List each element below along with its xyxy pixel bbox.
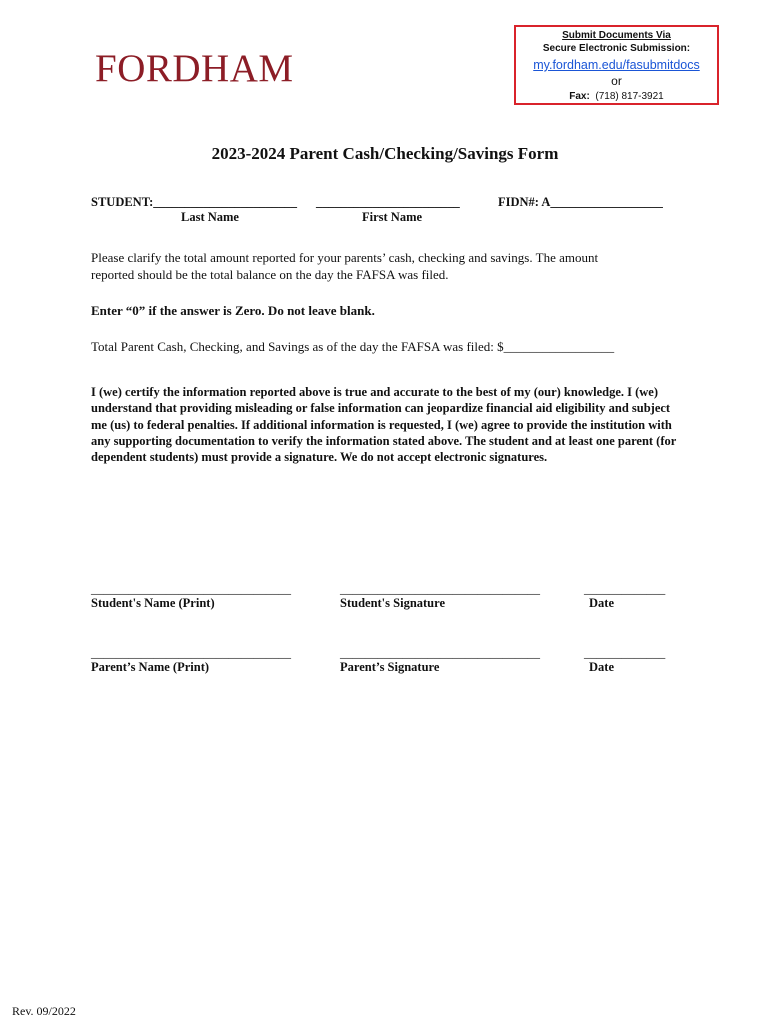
parent-name-line[interactable]: ________________________________	[91, 646, 291, 660]
total-cash-field[interactable]: Total Parent Cash, Checking, and Savings as of the day the FAFSA was filed: $_________________	[91, 339, 615, 354]
clarify-line-2: reported should be the total balance on the day the FAFSA was filed.	[91, 267, 449, 282]
student-date-line[interactable]: _____________	[584, 582, 666, 596]
student-name-caption: Student's Name (Print)	[91, 596, 215, 610]
submit-via-heading: Submit Documents Via	[562, 30, 671, 41]
student-name-field[interactable]: STUDENT:_______________________	[91, 195, 298, 209]
submit-documents-box	[514, 25, 719, 105]
student-signature-caption: Student's Signature	[340, 596, 446, 610]
revision-date: Rev. 09/2022	[12, 1004, 76, 1018]
submission-link[interactable]: my.fordham.edu/fasubmitdocs	[533, 58, 700, 72]
or-label: or	[611, 74, 622, 88]
parent-name-caption: Parent’s Name (Print)	[91, 660, 210, 674]
student-signature-line[interactable]: ________________________________	[340, 582, 540, 596]
first-name-field[interactable]: _______________________	[316, 195, 460, 209]
fidn-field[interactable]: FIDN#: A__________________	[498, 195, 663, 209]
clarify-line-1: Please clarify the total amount reported for your parents’ cash, checking and savings. The amount	[91, 250, 599, 265]
enter-zero-instruction: Enter “0” if the answer is Zero. Do not leave blank.	[91, 303, 375, 318]
parent-signature-caption: Parent’s Signature	[340, 660, 440, 674]
secure-submission-label: Secure Electronic Submission:	[542, 43, 691, 54]
student-name-line[interactable]: ________________________________	[91, 582, 291, 596]
certification-statement: I (we) certify the information reported above is true and accurate to the best of my (our) knowledge. I (we) understand that providing misleading or false information can jeopardize financial aid eligibility and subject me (us) to federal penalties. If additional information is requested, I (we) agree to provide the institution with any supporting documentation to verify the information stated above. The student and at least one parent (for dependent students) must provide a signature. We do not accept electronic signatures.	[91, 385, 677, 465]
student-date-caption: Date	[589, 596, 614, 610]
parent-date-caption: Date	[589, 660, 614, 674]
form-title: 2023-2024 Parent Cash/Checking/Savings Form	[211, 144, 559, 163]
parent-signature-line[interactable]: ________________________________	[340, 646, 540, 660]
first-name-caption: First Name	[362, 210, 423, 224]
fax-number: (718) 817-3921	[595, 91, 664, 102]
last-name-caption: Last Name	[181, 210, 239, 224]
fax-line	[516, 89, 717, 104]
fordham-logo: FORDHAM	[95, 47, 294, 90]
parent-date-line[interactable]: _____________	[584, 646, 666, 660]
fax-label: Fax:	[569, 91, 590, 102]
